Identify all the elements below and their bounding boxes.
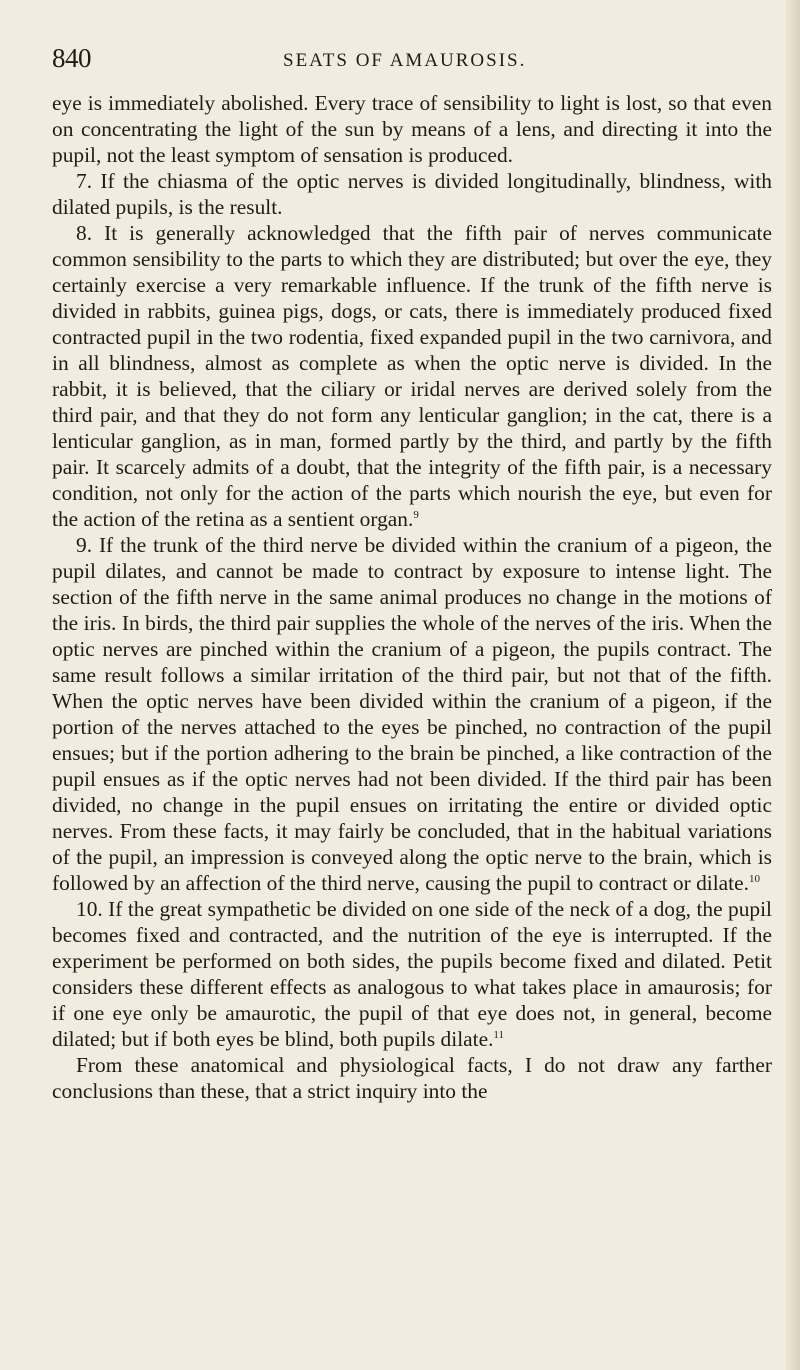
page-header — [0, 40, 800, 80]
paragraph-continuation — [52, 90, 772, 168]
paragraph-text: 10. If the great sympathetic be divided on one side of the neck of a dog, the pupil becomes fixed and contracted, and the nutrition of the eye is interrupted. If the experiment be performed on both sides, the pupils become fixed and dilated. Petit considers these different effects as analogous to what takes place in amaurosis; for if one eye only be amaurotic, the pupil of that eye does not, in general, become dilated; but if both eyes be blind, both pupils dilate. — [52, 897, 772, 1051]
paragraph-text: eye is immediately abolished. Every trace of sensibility to light is lost, so that even on concentrating the light of the sun by means of a lens, and directing it into the pupil, not the least symptom of sensation is produced. — [52, 91, 772, 167]
footnote-ref: 11 — [493, 1028, 505, 1041]
paragraph-10 — [52, 896, 772, 1052]
body-text — [52, 90, 772, 1104]
paragraph-text: From these anatomical and physiological facts, I do not draw any farther conclusions than these, that a strict inquiry into the — [52, 1053, 772, 1103]
paragraph-conclusion — [52, 1052, 772, 1104]
footnote-ref: 10 — [748, 872, 760, 885]
paragraph-9 — [52, 532, 772, 896]
paragraph-text: 7. If the chiasma of the optic nerves is divided longitudinally, blindness, with dilated pupils, is the result. — [52, 169, 772, 219]
page-number: 840 — [52, 43, 91, 73]
running-title: SEATS OF AMAUROSIS. — [283, 50, 527, 71]
paragraph-text: 8. It is generally acknowledged that the fifth pair of nerves communicate common sensibility to the parts to which they are distributed; but over the eye, they certainly exercise a very remarkable influence. If the trunk of the fifth nerve is divided in rabbits, guinea pigs, dogs, or cats, there is immediately produced fixed contracted pupil in the two rodentia, fixed expanded pupil in the two carnivora, and in all blindness, almost as complete as when the optic nerve is divided. In the rabbit, it is believed, that the ciliary or iridal nerves are derived solely from the third pair, and that they do not form any lenticular ganglion; in the cat, there is a lenticular ganglion, as in man, formed partly by the third, and partly by the fifth pair. It scarcely admits of a doubt, that the integrity of the fifth pair, is a necessary condition, not only for the action of the parts which nourish the eye, but even for the action of the retina as a sentient organ. — [52, 221, 772, 531]
footnote-ref: 9 — [413, 508, 419, 521]
paragraph-text: 9. If the trunk of the third nerve be divided within the cranium of a pigeon, the pupil dilates, and cannot be made to contract by exposure to intense light. The section of the fifth nerve in the same animal produces no change in the motions of the iris. In birds, the third pair supplies the whole of the nerves of the iris. When the optic nerves are pinched within the cranium of a pigeon, the pupils contract. The same result follows a similar irritation of the third pair, but not that of the fifth. When the optic nerves have been divided within the cranium of a pigeon, if the portion of the nerves attached to the eyes be pinched, no contraction of the pupil ensues; but if the portion adhering to the brain be pinched, a like contraction of the pupil ensues as if the optic nerves had not been divided. If the third pair has been divided, no change in the pupil ensues on irritating the entire or divided optic nerves. From these facts, it may fairly be concluded, that in the habitual variations of the pupil, an impression is conveyed along the optic nerve to the brain, which is followed by an affection of the third nerve, causing the pupil to contract or dilate. — [52, 533, 772, 895]
page-edge — [786, 0, 800, 1370]
paragraph-8 — [52, 220, 772, 532]
paragraph-7 — [52, 168, 772, 220]
